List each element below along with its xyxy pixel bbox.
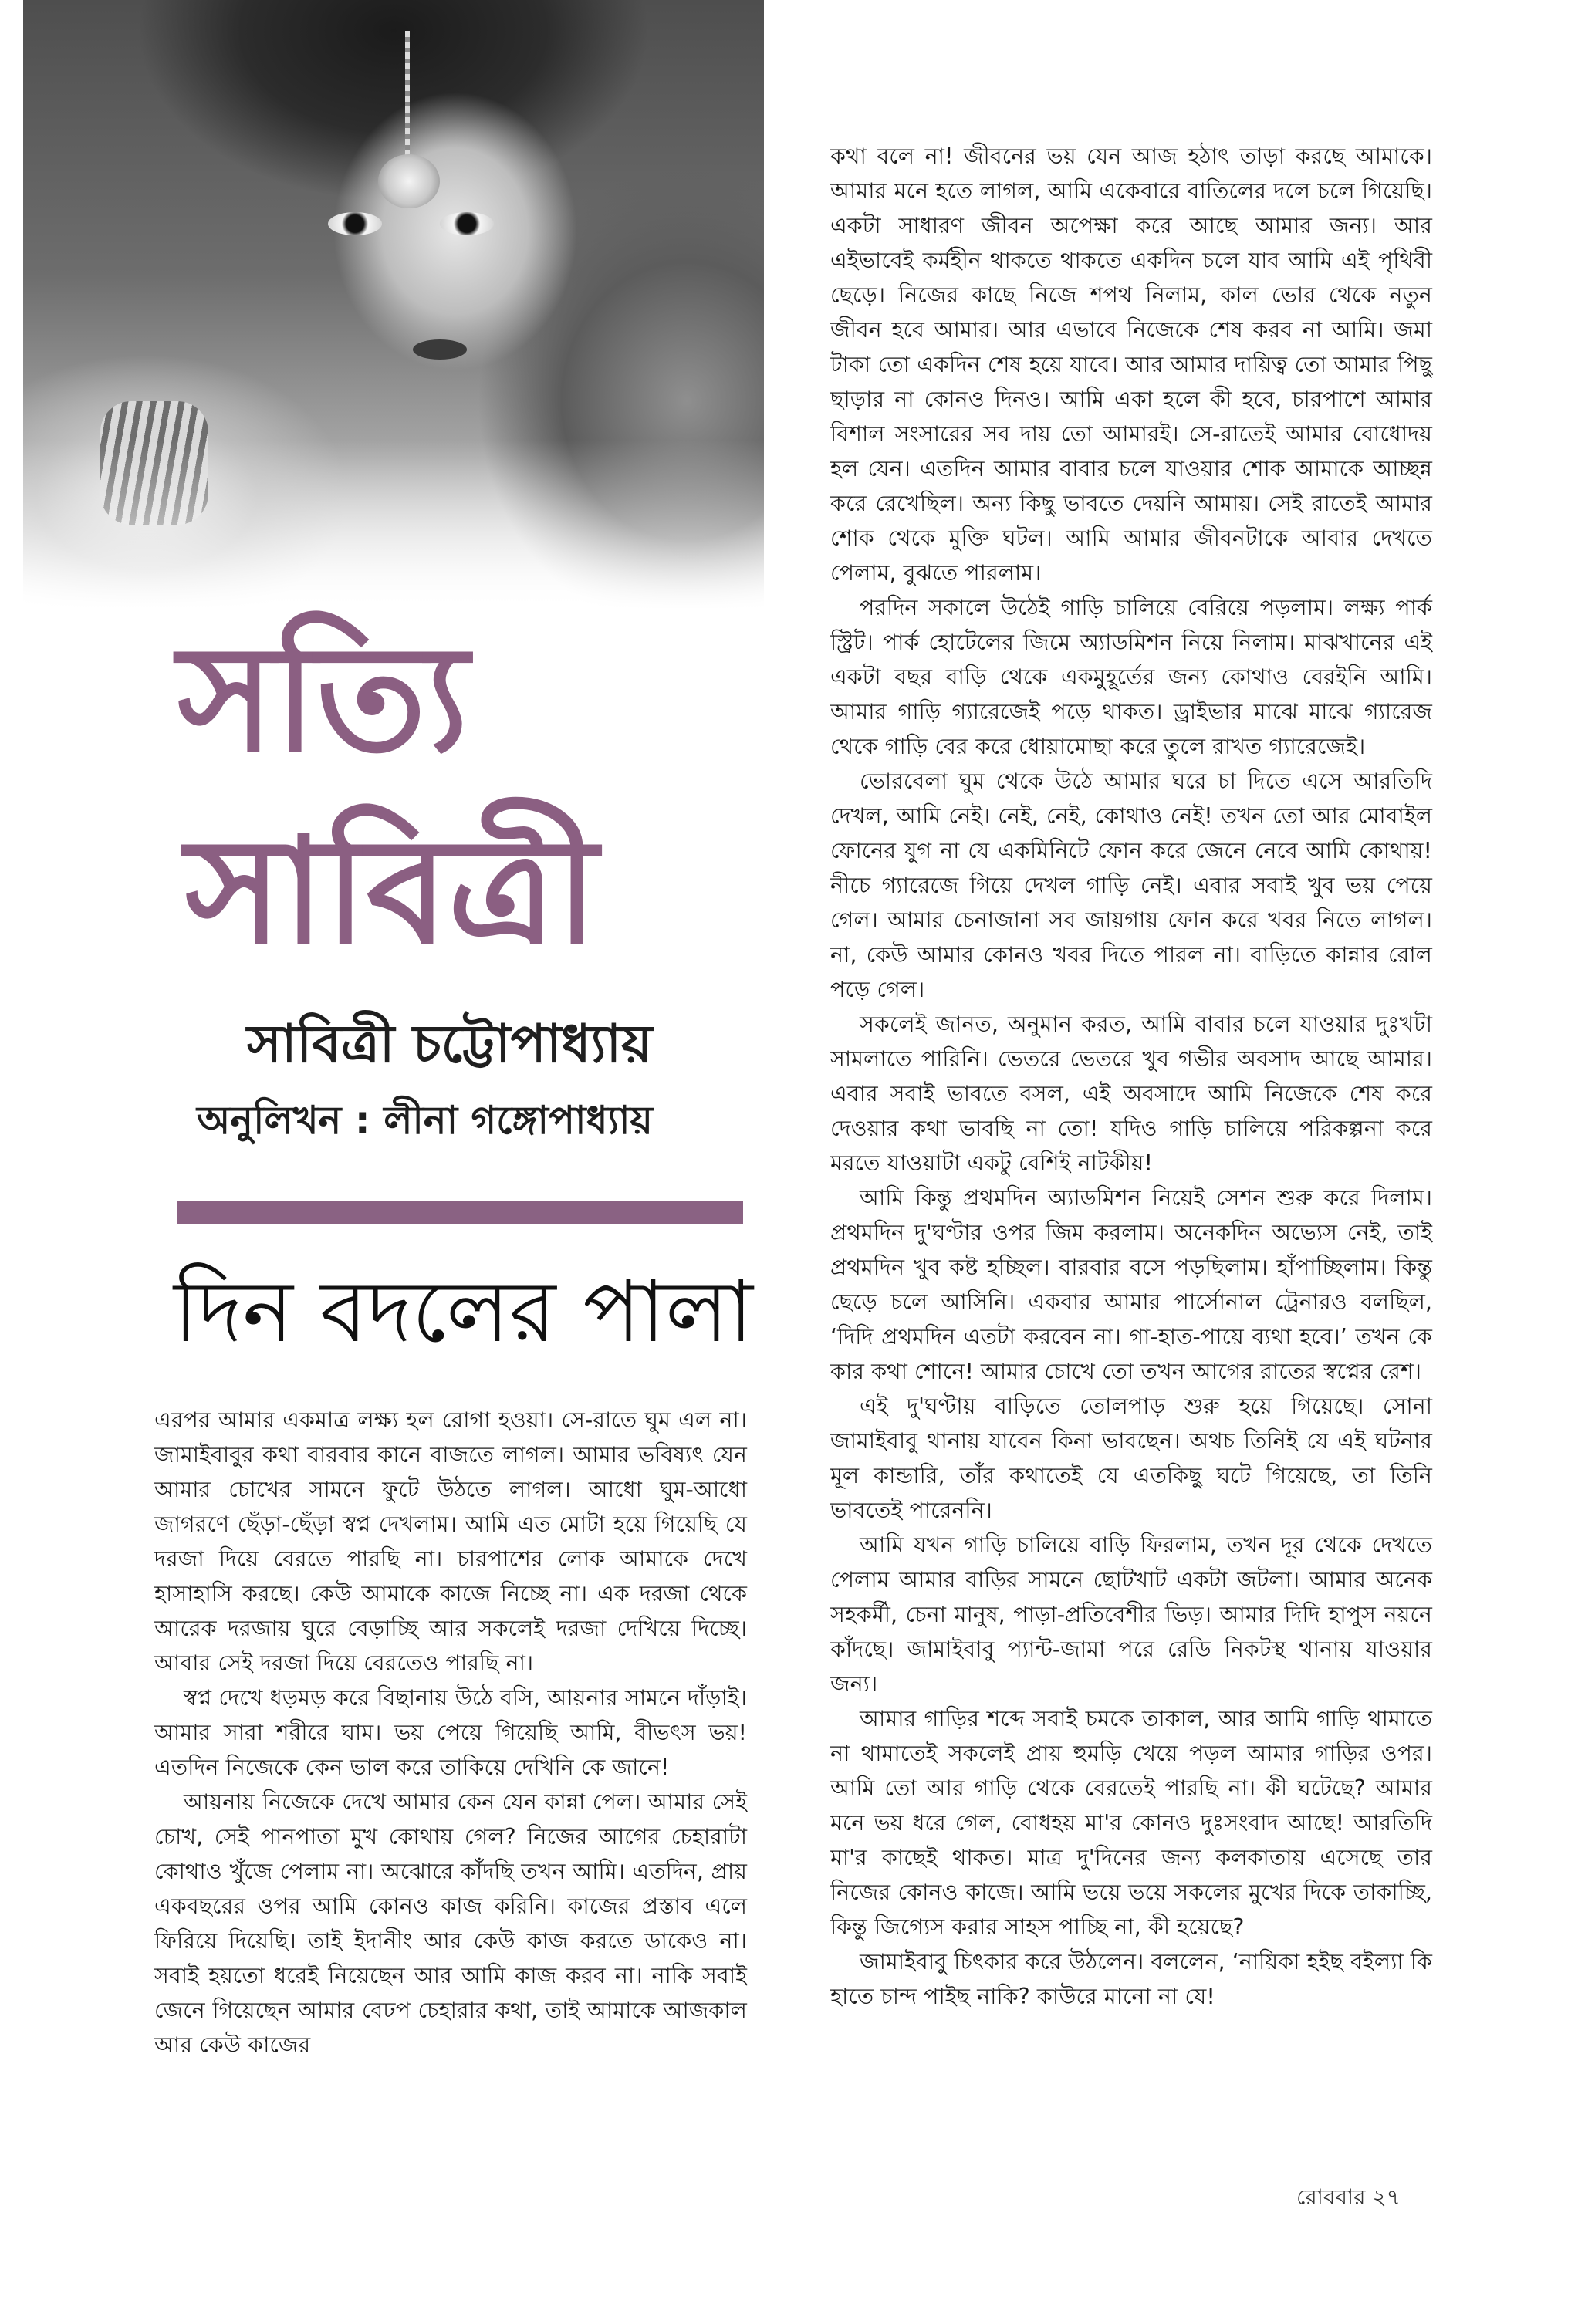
transcriber-credit: অনুলিখন : লীনা গঙ্গোপাধ্যায় [197,1098,653,1143]
hair-chain-ornament [405,31,410,162]
section-heading: দিন বদলের পালা [174,1262,753,1361]
photo-fade [23,440,764,610]
right-eye [440,212,494,235]
maang-tikka-ornament [378,154,440,208]
paragraph: আমার গাড়ির শব্দে সবাই চমকে তাকাল, আর আমি গাড়ি থামাতে না থামাতেই সকলেই প্রায় হুমড়ি খেয়ে পড়ল আমার গাড়ির ওপর। আমি তো আর গাড়ি থেকে বেরতেই পারছি না। কী ঘটেছে? আমার মনে ভয় ধরে গেল, বোধহয় মা'র কোনও দুঃসংবাদ আছে! আরতিদি মা'র কাছেই থাকত। মাত্র দু'দিনের জন্য কলকাতায় এসেছে তার নিজের কোনও কাজে। আমি ভয়ে ভয়ে সকলের মুখের দিকে তাকাচ্ছি, কিন্তু জিগ্যেস করার সাহস পাচ্ছি না, কী হয়েছে? [830,1705,1432,1940]
article-title-line1: সত্যি [177,612,469,784]
right-text-column [830,139,1432,2014]
left-text-column [154,1403,747,2062]
paragraph: আয়নায় নিজেকে দেখে আমার কেন যেন কান্না পেল। আমার সেই চোখ, সেই পানপাতা মুখ কোথায় গেল? নিজের আগের চেহারাটা কোথাও খুঁজে পেলাম না। অঝোরে কাঁদছি তখন আমি। এতদিন, প্রায় একবছরের ওপর আমি কোনও কাজ করিনি। কাজের প্রস্তাব এলে ফিরিয়ে দিয়েছি। তাই ইদানীং আর কেউ কাজ করতে ডাকেও না। সবাই হয়তো ধরেই নিয়েছেন আর আমি কাজ করব না। নাকি সবাই জেনে গিয়েছেন আমার বেঢপ চেহারার কথা, তাই আমাকে আজকাল আর কেউ কাজের [154,1789,747,2058]
author-name: সাবিত্রী চট্টোপাধ্যায় [247,1014,653,1075]
divider-rule [177,1201,743,1224]
lips [413,339,467,360]
paragraph: কথা বলে না! জীবনের ভয় যেন আজ হঠাৎ তাড়া করছে আমাকে। আমার মনে হতে লাগল, আমি একেবারে বাতিলের দলে চলে গিয়েছি। একটা সাধারণ জীবন অপেক্ষা করে আছে আমার জন্য। আর এইভাবেই কর্মহীন থাকতে থাকতে একদিন চলে যাব আমি এই পৃথিবী ছেড়ে। নিজের কাছে নিজে শপথ নিলাম, কাল ভোর থেকে নতুন জীবন হবে আমার। আর এভাবে নিজেকে শেষ করব না আমি। জমা টাকা তো একদিন শেষ হয়ে যাবে। আর আমার দায়িত্ব তো আমার পিছু ছাড়ার না কোনও দিনও। আমি একা হলে কী হবে, চারপাশে আমার বিশাল সংসারের সব দায় তো আমারই। সে-রাতেই আমার বোধোদয় হল যেন। এতদিন আমার বাবার চলে যাওয়ার শোক আমাকে আচ্ছন্ন করে রেখেছিল। অন্য কিছু ভাবতে দেয়নি আমায়। সেই রাতেই আমার শোক থেকে মুক্তি ঘটল। আমি আমার জীবনটাকে আবার দেখতে পেলাম, বুঝতে পারলাম। [830,143,1432,586]
hero-photo [23,0,764,610]
paragraph: আমি কিন্তু প্রথমদিন অ্যাডমিশন নিয়েই সেশন শুরু করে দিলাম। প্রথমদিন দু'ঘণ্টার ওপর জিম করলাম। অনেকদিন অভ্যেস নেই, তাই প্রথমদিন খুব কষ্ট হচ্ছিল। বারবার বসে পড়ছিলাম। হাঁপাচ্ছিলাম। কিন্তু ছেড়ে চলে আসিনি। একবার আমার পার্সোনাল ট্রেনারও বলছিল, ‘দিদি প্রথমদিন এতটা করবেন না। গা-হাত-পায়ে ব্যথা হবে।’ তখন কে কার কথা শোনে! আমার চোখে তো তখন আগের রাতের স্বপ্নের রেশ। [830,1184,1432,1384]
paragraph: আমি যখন গাড়ি চালিয়ে বাড়ি ফিরলাম, তখন দূর থেকে দেখতে পেলাম আমার বাড়ির সামনে ছোটখাট একটা জটলা। আমার অনেক সহকর্মী, চেনা মানুষ, পাড়া-প্রতিবেশীর ভিড়। আমার দিদি হাপুস নয়নে কাঁদছে। জামাইবাবু প্যান্ট-জামা পরে রেডি নিকটস্থ থানায় যাওয়ার জন্য। [830,1532,1432,1697]
paragraph: এরপর আমার একমাত্র লক্ষ্য হল রোগা হওয়া। সে-রাতে ঘুম এল না। জামাইবাবুর কথা বারবার কানে বাজতে লাগল। আমার ভবিষ্যৎ যেন আমার চোখের সামনে ফুটে উঠতে লাগল। আধো ঘুম-আধো জাগরণে ছেঁড়া-ছেঁড়া স্বপ্ন দেখলাম। আমি এত মোটা হয়ে গিয়েছি যে দরজা দিয়ে বেরতে পারছি না। চারপাশের লোক আমাকে দেখে হাসাহাসি করছে। কেউ আমাকে কাজে নিচ্ছে না। এক দরজা থেকে আরেক দরজায় ঘুরে বেড়াচ্ছি আর সকলেই দরজা দেখিয়ে দিচ্ছে। আবার সেই দরজা দিয়ে বেরতেও পারছি না। [154,1407,747,1676]
paragraph: জামাইবাবু চিৎকার করে উঠলেন। বললেন, ‘নায়িকা হইছ বইল্যা কি হাতে চান্দ পাইছ নাকি? কাউরে মানো না যে! [830,1948,1432,2009]
article-title-line2: সাবিত্রী [185,805,598,977]
paragraph: এই দু'ঘণ্টায় বাড়িতে তোলপাড় শুরু হয়ে গিয়েছে। সোনা জামাইবাবু থানায় যাবেন কিনা ভাবছেন। অথচ তিনিই যে এই ঘটনার মূল কান্ডারি, তাঁর কথাতেই যে এতকিছু ঘটে গিয়েছে, তা তিনি ভাবতেই পারেননি। [830,1393,1432,1523]
left-eye [328,212,382,235]
paragraph: ভোরবেলা ঘুম থেকে উঠে আমার ঘরে চা দিতে এসে আরতিদি দেখল, আমি নেই। নেই, নেই, কোথাও নেই! তখন তো আর মোবাইল ফোনের যুগ না যে একমিনিটে ফোন করে জেনে নেবে আমি কোথায়! নীচে গ্যারেজে গিয়ে দেখল গাড়ি নেই। এবার সবাই খুব ভয় পেয়ে গেল। আমার চেনাজানা সব জায়গায় ফোন করে খবর নিতে লাগল। না, কেউ আমার কোনও খবর দিতে পারল না। বাড়িতে কান্নার রোল পড়ে গেল। [830,768,1432,1002]
paragraph: সকলেই জানত, অনুমান করত, আমি বাবার চলে যাওয়ার দুঃখটা সামলাতে পারিনি। ভেতরে ভেতরে খুব গভীর অবসাদ আছে আমার। এবার সবাই ভাবতে বসল, এই অবসাদে আমি নিজেকে শেষ করে দেওয়ার কথা ভাবছি না তো! যদিও গাড়ি চালিয়ে পরিকল্পনা করে মরতে যাওয়াটা একটু বেশিই নাটকীয়! [830,1011,1432,1176]
paragraph: পরদিন সকালে উঠেই গাড়ি চালিয়ে বেরিয়ে পড়লাম। লক্ষ্য পার্ক স্ট্রিট। পার্ক হোটেলের জিমে অ্যাডমিশন নিয়ে নিলাম। মাঝখানের এই একটা বছর বাড়ি থেকে একমুহূর্তের জন্য কোথাও বেরইনি আমি। আমার গাড়ি গ্যারেজেই পড়ে থাকত। ড্রাইভার মাঝে মাঝে গ্যারেজ থেকে গাড়ি বের করে ধোয়ামোছা করে তুলে রাখত গ্যারেজেই। [830,594,1432,759]
paragraph: স্বপ্ন দেখে ধড়মড় করে বিছানায় উঠে বসি, আয়নার সামনে দাঁড়াই। আমার সারা শরীরে ঘাম। ভয় পেয়ে গিয়েছি আমি, বীভৎস ভয়! এতদিন নিজেকে কেন ভাল করে তাকিয়ে দেখিনি কে জানে! [154,1684,747,1780]
page-footer: রোববার ২৭ [1296,2184,1401,2210]
